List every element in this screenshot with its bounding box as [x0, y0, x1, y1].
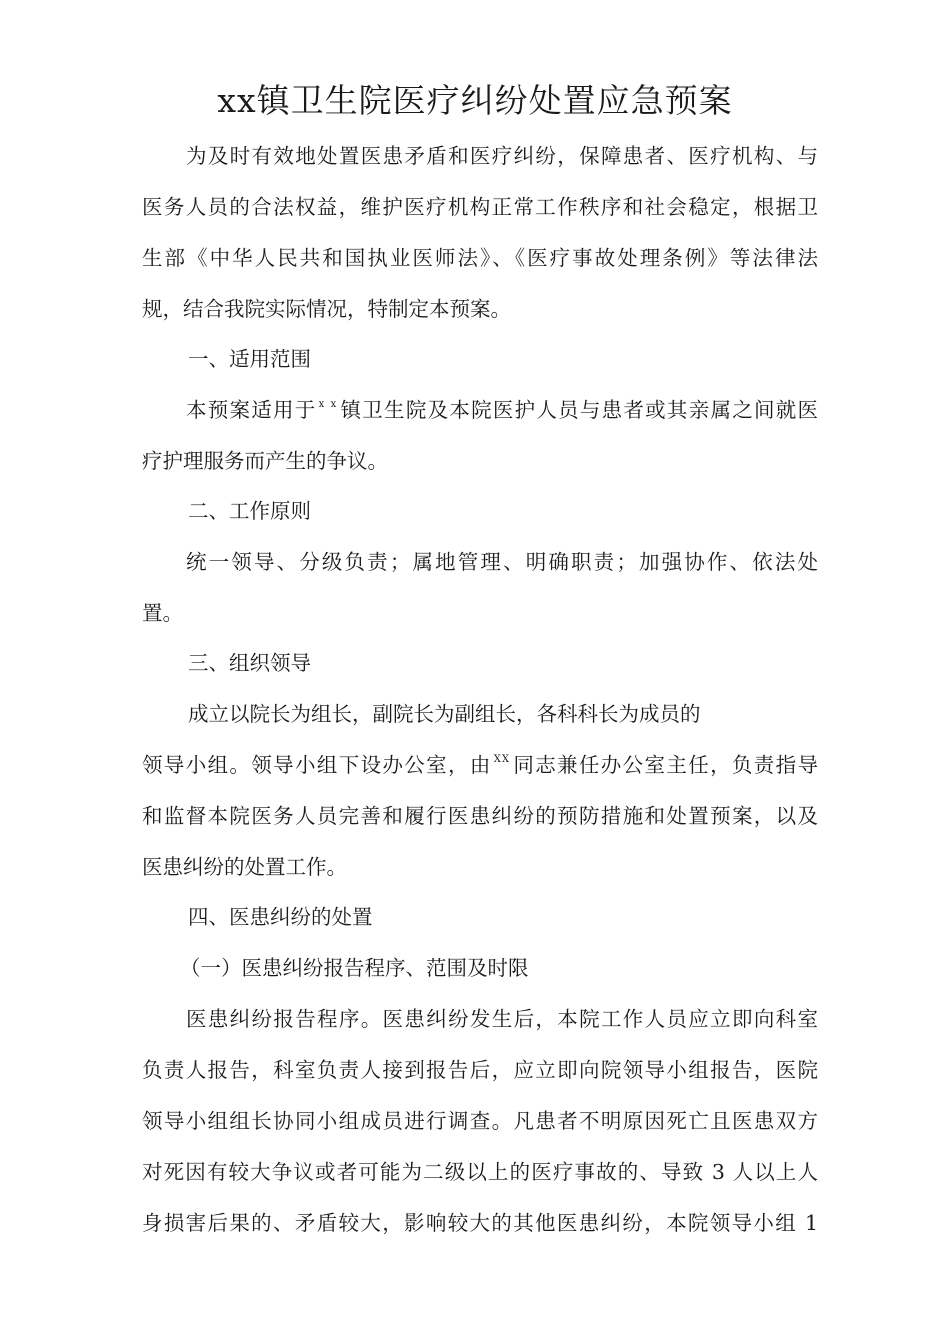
report-line-4: 对死因有较大争议或者可能为二级以上的医疗事故的、导致 3 人以上人: [142, 1160, 818, 1184]
report-line-5: 身损害后果的、矛盾较大，影响较大的其他医患纠纷，本院领导小组 1: [142, 1211, 818, 1235]
intro-line-1: 为及时有效地处置医患矛盾和医疗纠纷，保障患者、医疗机构、与: [186, 144, 818, 168]
org-line-4: 医患纠纷的处置工作。: [142, 855, 347, 879]
principle-line-1: 统一领导、分级负责；属地管理、明确职责；加强协作、依法处: [186, 550, 818, 574]
heading-principle: 二、工作原则: [188, 499, 311, 523]
scope-prefix: 本预案适用于: [186, 398, 317, 422]
org-line2-prefix: 领导小组。领导小组下设办公室，由: [142, 753, 492, 777]
org-marker: XX: [493, 754, 510, 765]
intro-line-3: 生部《中华人民共和国执业医师法》、《医疗事故处理条例》等法律法: [142, 246, 818, 270]
scope-line-2: 疗护理服务而产生的争议。: [142, 449, 388, 473]
principle-line-2: 置。: [142, 601, 183, 625]
report-line-3: 领导小组组长协同小组成员进行调查。凡患者不明原因死亡且医患双方: [142, 1109, 818, 1133]
subheading-report: （一）医患纠纷报告程序、范围及时限: [180, 956, 529, 980]
report-line-2: 负责人报告，科室负责人接到报告后，应立即向院领导小组报告，医院: [142, 1058, 818, 1082]
org-line-1: 成立以院长为组长，副院长为副组长，各科科长为成员的: [188, 702, 701, 726]
intro-line-4: 规，结合我院实际情况，特制定本预案。: [142, 297, 511, 321]
heading-scope: 一、适用范围: [188, 347, 311, 371]
intro-line-2: 医务人员的合法权益，维护医疗机构正常工作秩序和社会稳定，根据卫: [142, 195, 818, 219]
report-line-1: 医患纠纷报告程序。医患纠纷发生后，本院工作人员应立即向科室: [186, 1007, 818, 1031]
org-line2-suffix: 同志兼任办公室主任，负责指导: [511, 753, 819, 777]
org-line-2: [142, 750, 818, 785]
document-title: xx镇卫生院医疗纠纷处置应急预案: [217, 81, 733, 120]
scope-suffix: 镇卫生院及本院医护人员与患者或其亲属之间就医: [339, 398, 818, 422]
scope-line-1: [186, 395, 818, 430]
scope-marker: x x: [318, 399, 338, 410]
heading-disposal: 四、医患纠纷的处置: [188, 905, 373, 929]
heading-organization: 三、组织领导: [188, 651, 311, 675]
org-line-3: 和监督本院医务人员完善和履行医患纠纷的预防措施和处置预案，以及: [142, 804, 818, 828]
